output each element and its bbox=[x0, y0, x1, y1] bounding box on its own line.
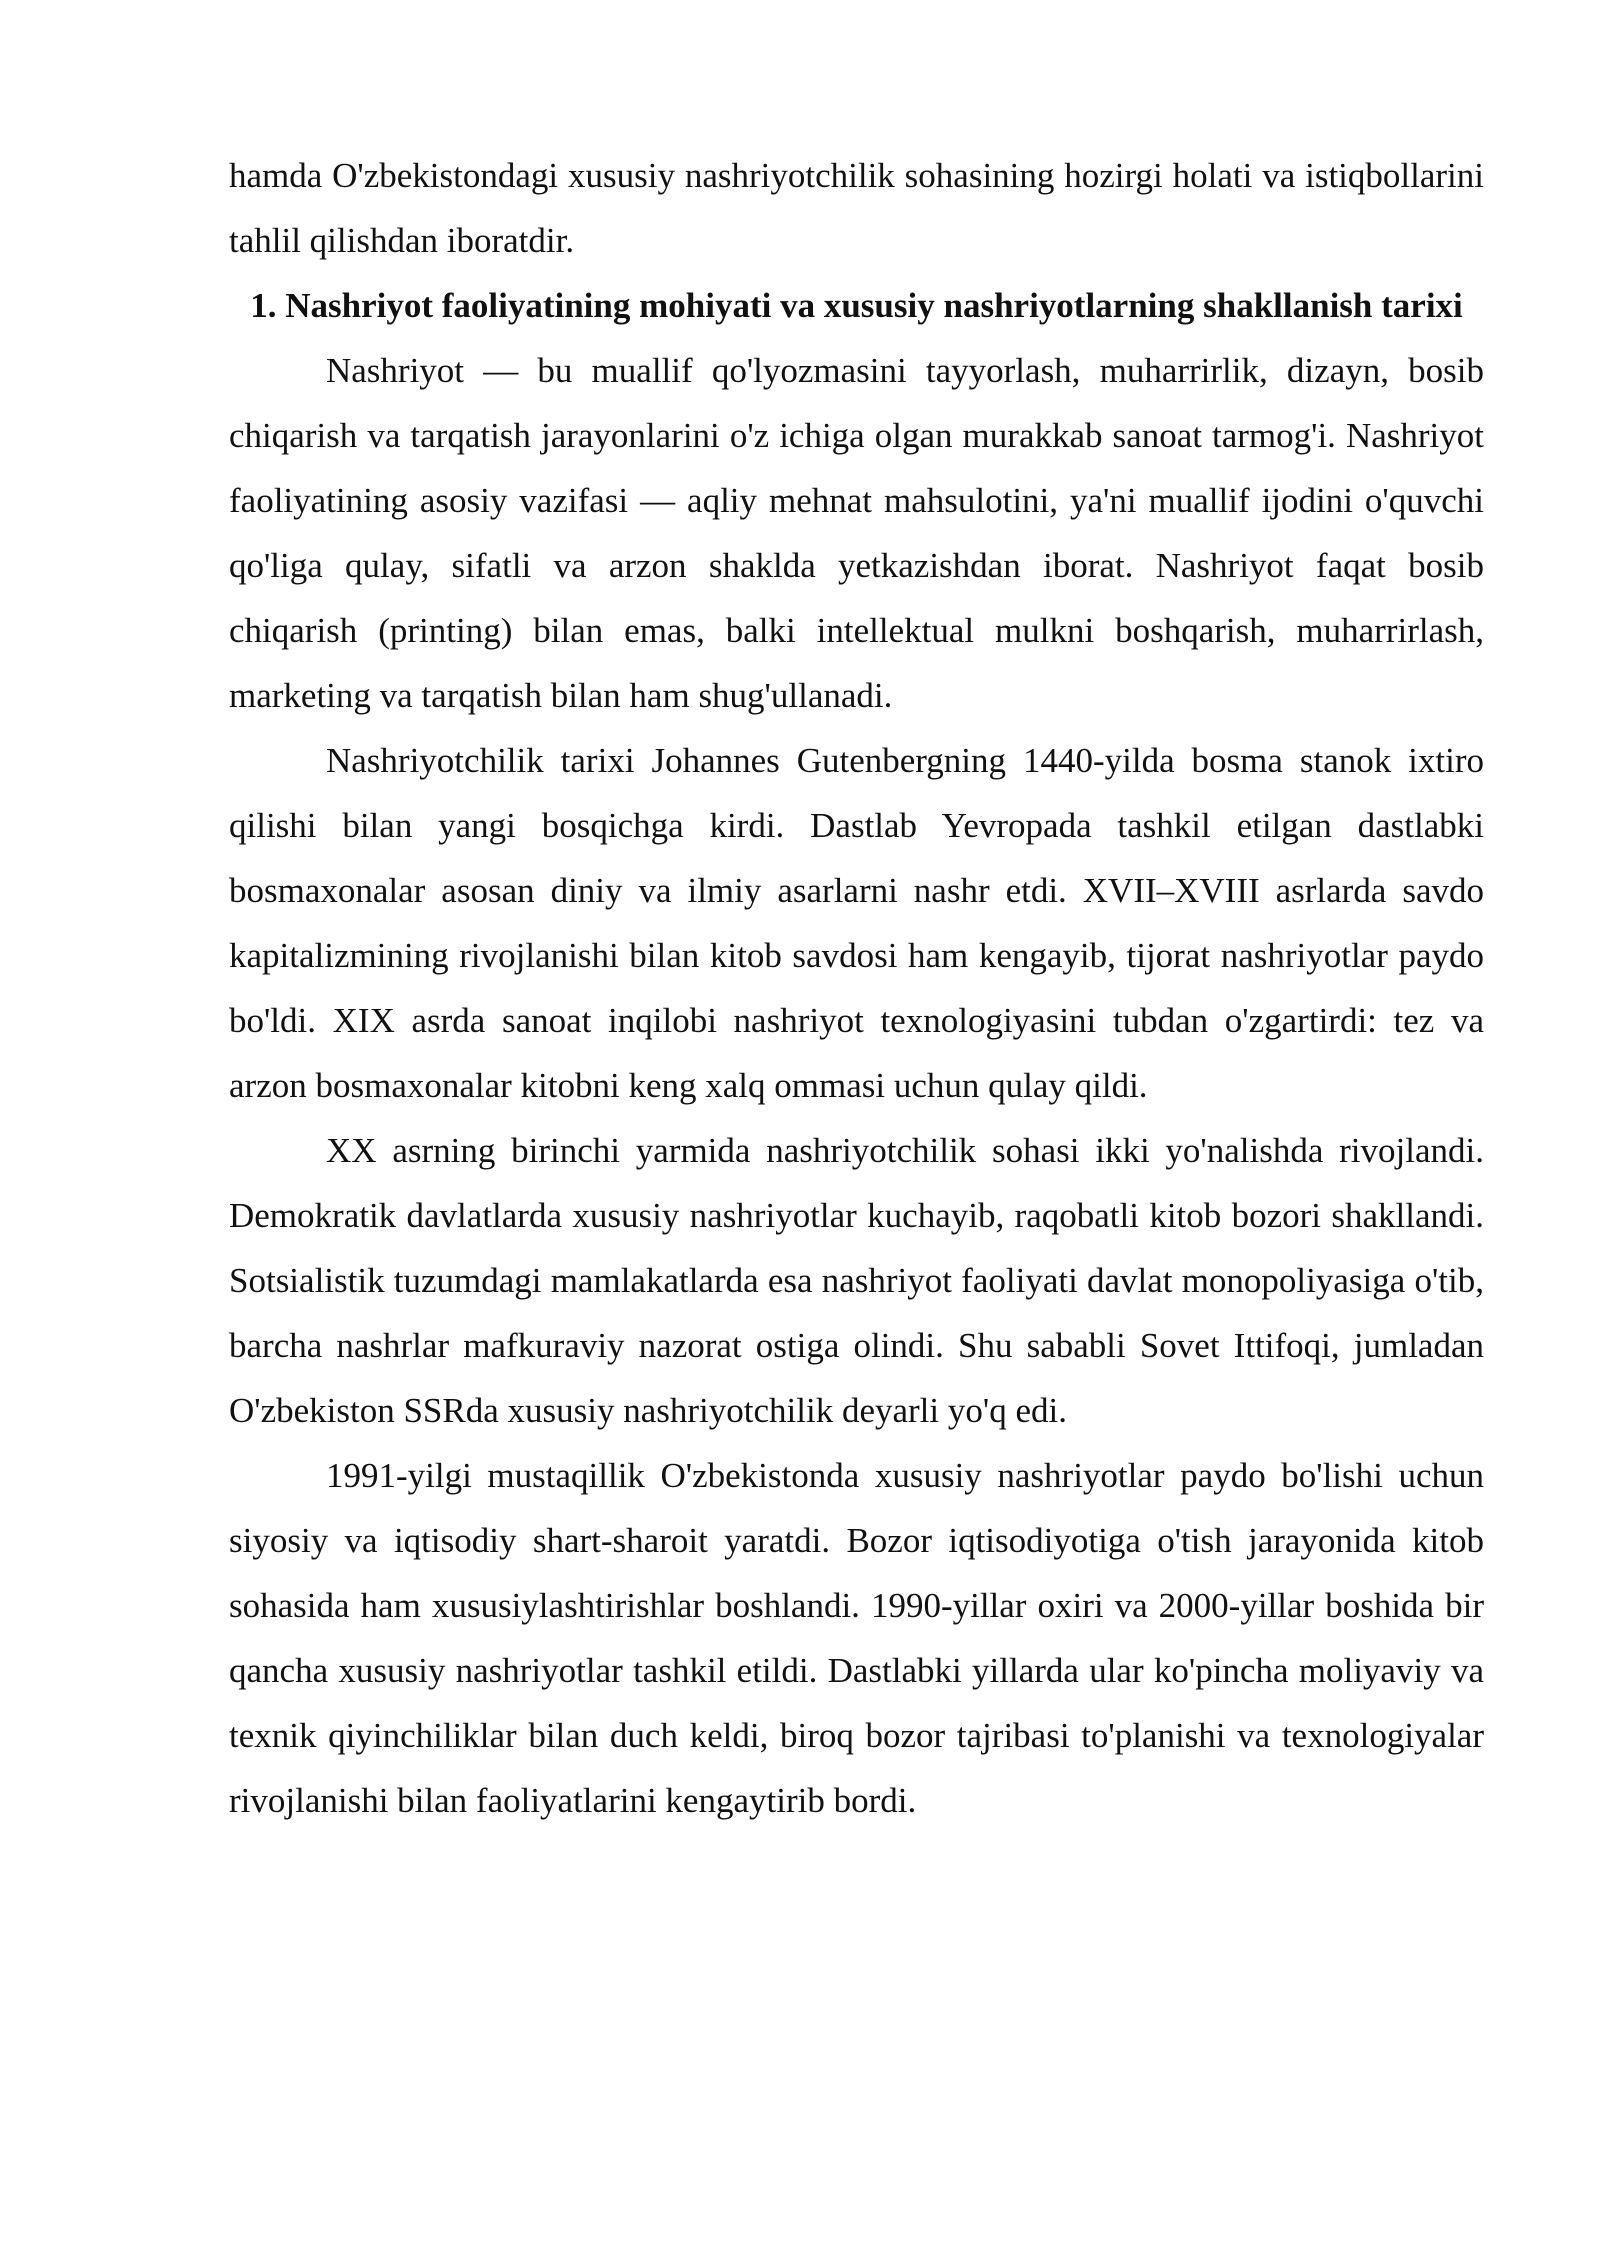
paragraph-independence: 1991-yilgi mustaqillik O'zbekistonda xususiy nashriyotlar paydo bo'lishi uchun siyosiy va iqtisodiy shart-sharoit yaratdi. Bozor iqtisodiyotiga o'tish jarayonida kitob sohasida ham xususiylashtirishlar boshlandi. 1990-yillar oxiri va 2000-yillar boshida bir qancha xususiy nashriyotlar tashkil etildi. Dastlabki yillarda ular ko'pincha moliyaviy va texnik qiyinchiliklar bilan duch keldi, biroq bozor tajribasi to'planishi va texnologiyalar rivojlanishi bilan faoliyatlarini kengaytirib bordi. bbox=[229, 1456, 1484, 1820]
paragraph-definition: Nashriyot — bu muallif qo'lyozmasini tayyorlash, muharrirlik, dizayn, bosib chiqarish va tarqatish jarayonlarini o'z ichiga olgan murakkab sanoat tarmog'i. Nashriyot faoliyatining asosiy vazifasi — aqliy mehnat mahsulotini, ya'ni muallif ijodini o'quvchi qo'liga qulay, sifatli va arzon shaklda yetkazishdan iborat. Nashriyot faqat bosib chiqarish (printing) bilan emas, balki intellektual mulkni boshqarish, muharrirlash, marketing va tarqatish bilan ham shug'ullanadi. bbox=[229, 351, 1484, 715]
paragraph-history: Nashriyotchilik tarixi Johannes Gutenbergning 1440-yilda bosma stanok ixtiro qilishi bilan yangi bosqichga kirdi. Dastlab Yevropada tashkil etilgan dastlabki bosmaxonalar asosan diniy va ilmiy asarlarni nashr etdi. XVII–XVIII asrlarda savdo kapitalizmining rivojlanishi bilan kitob savdosi ham kengayib, tijorat nashriyotlar paydo bo'ldi. XIX asrda sanoat inqilobi nashriyot texnologiyasini tubdan o'zgartirdi: tez va arzon bosmaxonalar kitobni keng xalq ommasi uchun qulay qildi. bbox=[229, 741, 1484, 1105]
document-body bbox=[229, 143, 1484, 1833]
paragraph-continuation: hamda O'zbekistondagi xususiy nashriyotchilik sohasining hozirgi holati va istiqbollarini tahlil qilishdan iboratdir. bbox=[229, 156, 1484, 260]
section-heading: 1. Nashriyot faoliyatining mohiyati va xususiy nashriyotlarning shakllanish tarixi bbox=[250, 286, 1463, 325]
paragraph-twentieth-century: XX asrning birinchi yarmida nashriyotchilik sohasi ikki yo'nalishda rivojlandi. Demokratik davlatlarda xususiy nashriyotlar kuchayib, raqobatli kitob bozori shakllandi. Sotsialistik tuzumdagi mamlakatlarda esa nashriyot faoliyati davlat monopoliyasiga o'tib, barcha nashrlar mafkuraviy nazorat ostiga olindi. Shu sababli Sovet Ittifoqi, jumladan O'zbekiston SSRda xususiy nashriyotchilik deyarli yo'q edi. bbox=[229, 1131, 1484, 1430]
